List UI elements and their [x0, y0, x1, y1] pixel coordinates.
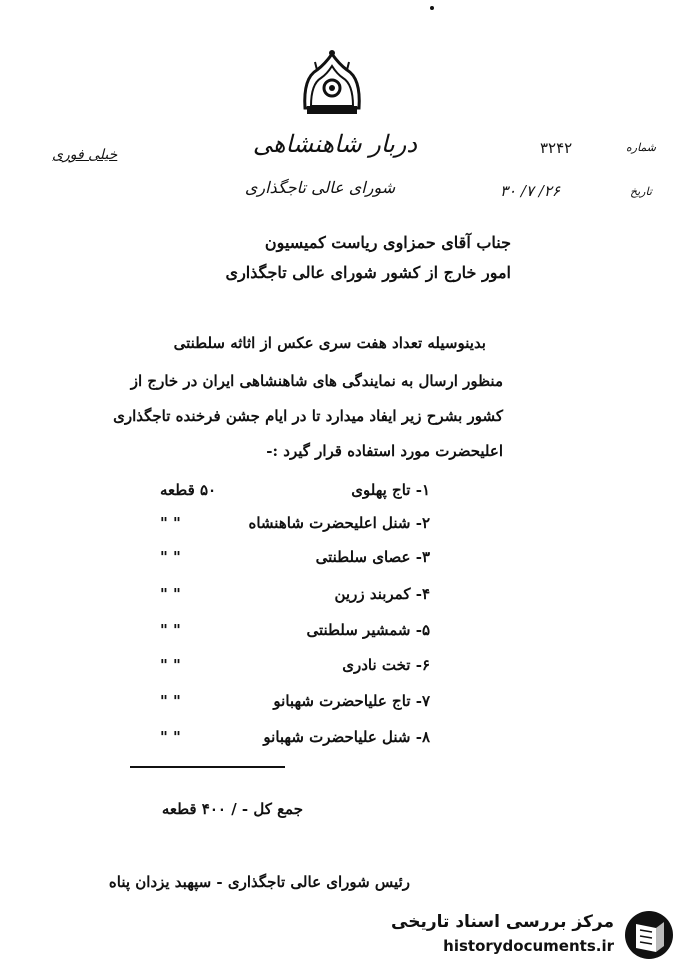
- court-title: دربار شاهنشاهی: [252, 130, 418, 158]
- item-name: ۷- تاج علیاحضرت شهبانو: [273, 692, 430, 710]
- item-name: ۳- عصای سلطنتی: [315, 548, 430, 566]
- item-qty: ۵۰ قطعه: [160, 481, 217, 499]
- imperial-crown-emblem: [297, 48, 367, 120]
- date-label: تاریخ: [630, 185, 652, 198]
- item-name: ۴- کمربند زرین: [334, 585, 430, 603]
- list-item: [160, 621, 430, 645]
- item-qty: " ": [160, 656, 181, 674]
- item-qty: " ": [160, 692, 181, 710]
- item-name: ۲- شنل اعلیحضرت شاهنشاه: [248, 514, 430, 532]
- body-line: کشور بشرح زیر ایفاد میدارد تا در ایام جشن فرخنده تاجگذاری: [113, 407, 503, 425]
- addressee-dept-line: امور خارج از کشور شورای عالی تاجگذاری: [225, 263, 511, 282]
- total-rule: [130, 766, 285, 768]
- archive-logo-icon: [622, 908, 676, 962]
- list-item: [160, 548, 430, 572]
- body-line: اعلیحضرت مورد استفاده قرار گیرد :-: [266, 442, 503, 460]
- council-title: شورای عالی تاجگذاری: [244, 178, 396, 197]
- item-qty: " ": [160, 514, 181, 532]
- item-name: ۵- شمشیر سلطنتی: [306, 621, 430, 639]
- item-qty: " ": [160, 585, 181, 603]
- item-name: ۸- شنل علیاحضرت شهبانو: [263, 728, 430, 746]
- body-line: بدینوسیله تعداد هفت سری عکس از اثاثه سلطنتی: [173, 334, 486, 352]
- ref-number-label: شماره: [626, 141, 657, 154]
- urgency-mark: خیلی فوری: [52, 147, 118, 163]
- item-qty: " ": [160, 728, 181, 746]
- item-qty: " ": [160, 548, 181, 566]
- ink-dot: [430, 6, 434, 10]
- list-item: [160, 692, 430, 716]
- list-item: [160, 728, 430, 752]
- signature-line: رئیس شورای عالی تاجگذاری - سپهبد یزدان پناه: [108, 873, 410, 891]
- body-line: منظور ارسال به نمایندگی های شاهنشاهی ایران در خارج از: [130, 372, 503, 390]
- ref-number-value: ۳۲۴۲: [540, 139, 573, 157]
- total-line: جمع کل - / ۴۰۰ قطعه: [161, 800, 303, 818]
- item-name: ۶- تخت نادری: [342, 656, 430, 674]
- watermark-org-name: مرکز بررسی اسناد تاریخی: [391, 912, 614, 932]
- item-qty: " ": [160, 621, 181, 639]
- date-value: ۳۰ /۷ /۲۶: [500, 182, 560, 200]
- list-item: [160, 481, 430, 505]
- list-item: [160, 514, 430, 538]
- list-item: [160, 585, 430, 609]
- list-item: [160, 656, 430, 680]
- addressee-line: جناب آقای حمزاوی ریاست کمیسیون: [264, 233, 511, 252]
- watermark-url: historydocuments.ir: [443, 937, 614, 955]
- item-name: ۱- تاج پهلوی: [351, 481, 430, 499]
